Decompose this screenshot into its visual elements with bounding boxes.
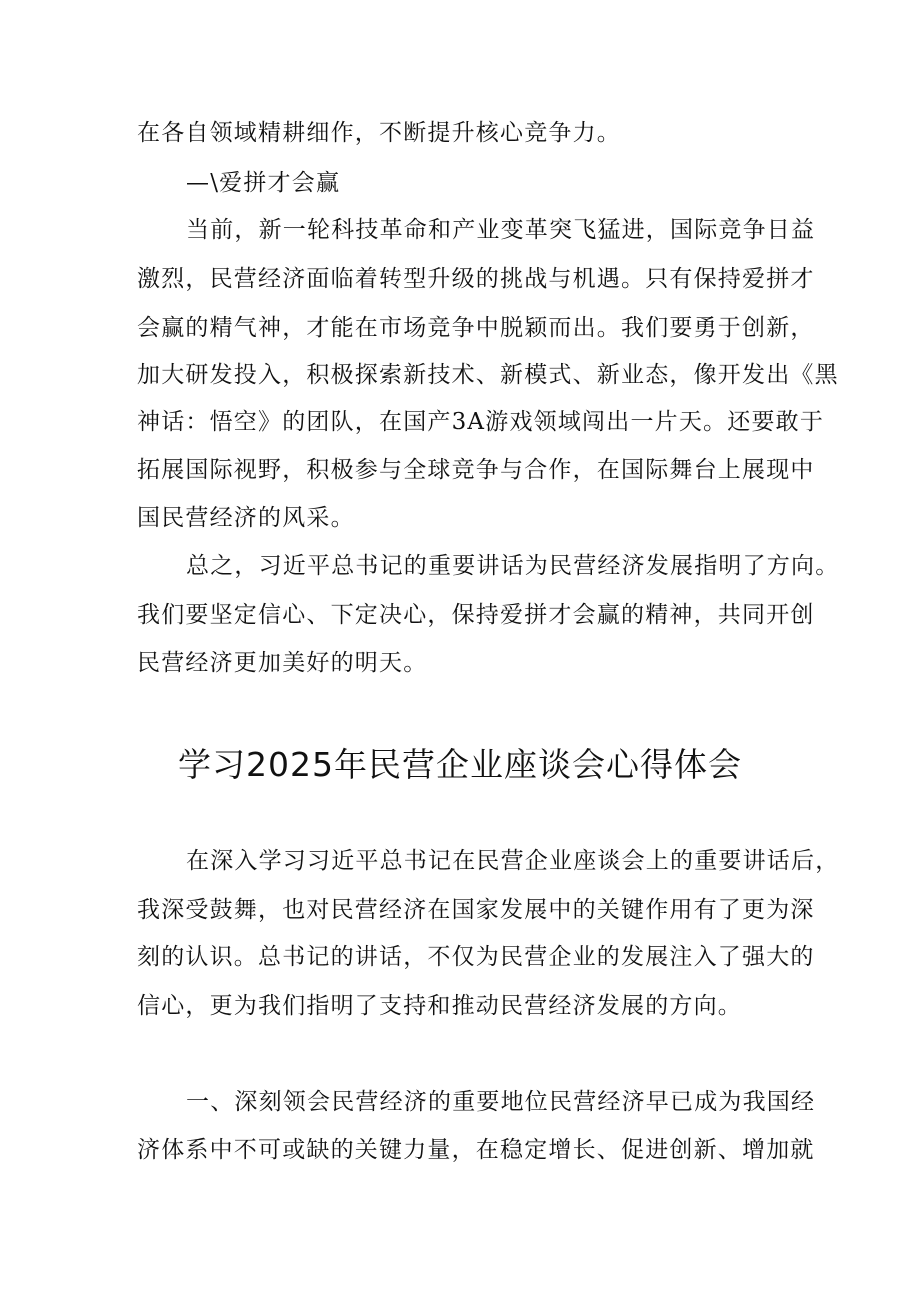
text-line: 我们要坚定信心、下定决心，保持爱拼才会赢的精神，共同开创 <box>137 602 815 628</box>
text-line: 一、深刻领会民营经济的重要地位民营经济早已成为我国经 <box>186 1089 816 1115</box>
section-heading: —\爱拼才会赢 <box>186 170 341 196</box>
text-line: 信心，更为我们指明了支持和推动民营经济发展的方向。 <box>137 993 742 1019</box>
text-line: 神话：悟空》的团队，在国产3A游戏领域闯出一片天。还要敢于 <box>137 409 825 435</box>
document-title: 学习2025年民营企业座谈会心得体会 <box>178 745 742 784</box>
text-line: 拓展国际视野，积极参与全球竞争与合作，在国际舞台上展现中 <box>137 457 815 483</box>
text-line: 会赢的精气神，才能在市场竞争中脱颖而出。我们要勇于创新， <box>137 315 815 341</box>
text-line: 加大研发投入，积极探索新技术、新模式、新业态，像开发出《黑 <box>137 362 839 388</box>
text-line: 在深入学习习近平总书记在民营企业座谈会上的重要讲话后， <box>186 848 840 874</box>
text-line: 激烈，民营经济面临着转型升级的挑战与机遇。只有保持爱拼才 <box>137 266 815 292</box>
text-line: 济体系中不可或缺的关键力量，在稳定增长、促进创新、增加就 <box>137 1137 815 1163</box>
text-line: 民营经济更加美好的明天。 <box>137 650 428 676</box>
text-line: 我深受鼓舞，也对民营经济在国家发展中的关键作用有了更为深 <box>137 897 815 923</box>
text-line: 总之，习近平总书记的重要讲话为民营经济发展指明了方向。 <box>186 553 840 579</box>
text-line: 刻的认识。总书记的讲话，不仅为民营企业的发展注入了强大的 <box>137 944 815 970</box>
text-line: 当前，新一轮科技革命和产业变革突飞猛进，国际竞争日益 <box>186 217 816 243</box>
text-line: 在各自领域精耕细作，不断提升核心竞争力。 <box>137 120 621 146</box>
text-line: 国民营经济的风采。 <box>137 505 355 531</box>
